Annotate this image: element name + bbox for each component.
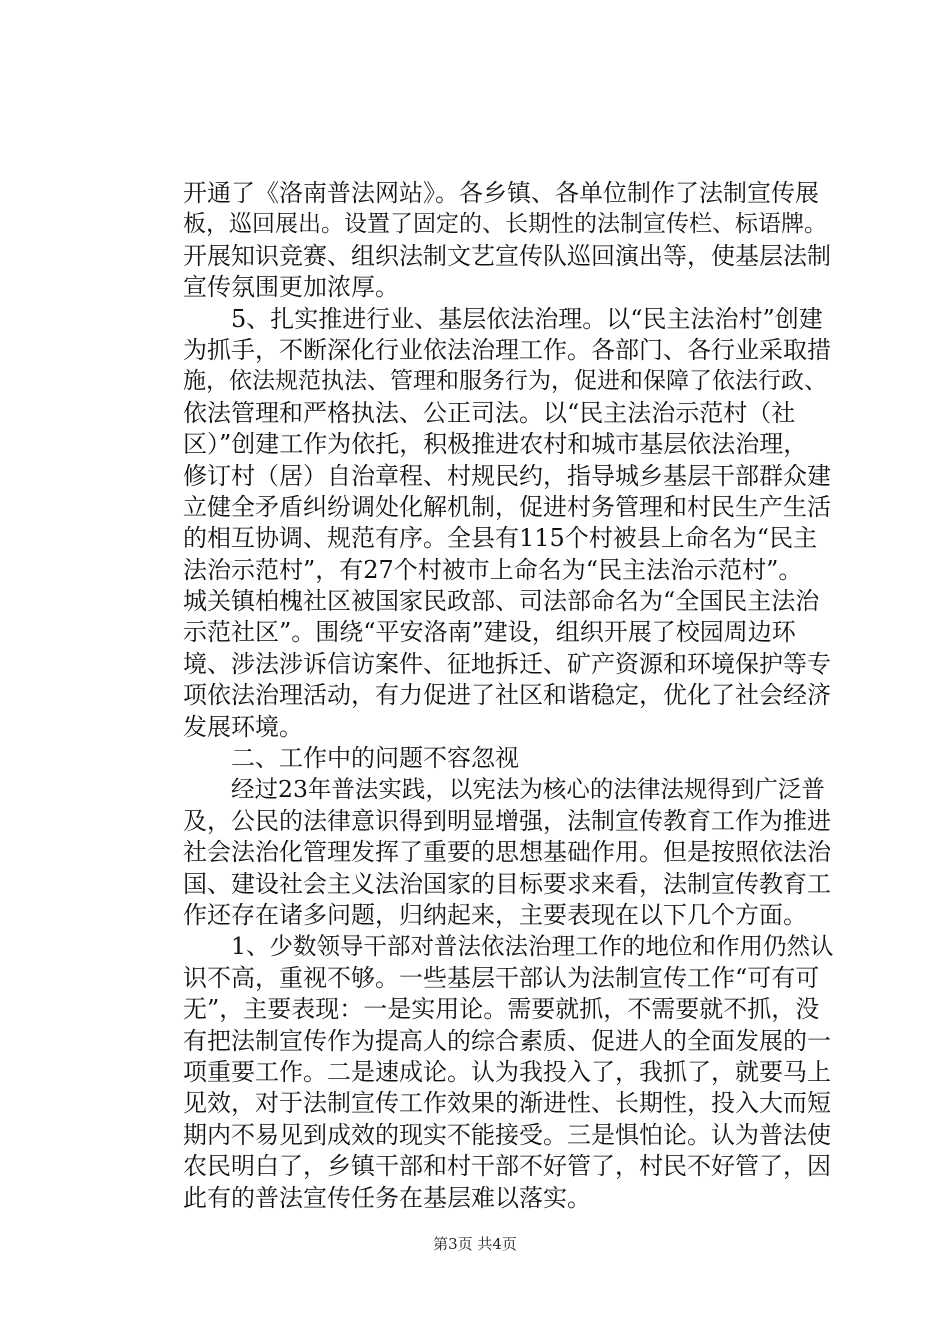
text-line: 此有的普法宣传任务在基层难以落实。 <box>183 1183 591 1212</box>
text-line: 开通了《洛南普法网站》。各乡镇、各单位制作了法制宣传展 <box>183 179 819 207</box>
text-line: 作还存在诸多问题，归纳起来，主要表现在以下几个方面。 <box>183 900 807 929</box>
text-line: 农民明白了，乡镇干部和村干部不好管了，村民不好管了，因 <box>183 1152 831 1181</box>
document-body <box>183 178 833 1214</box>
page-number: 第3页 共4页 <box>433 1235 517 1253</box>
text-line: 宣传氛围更加浓厚。 <box>183 273 399 302</box>
text-line: 国、建设社会主义法治国家的目标要求来看，法制宣传教育工 <box>183 869 831 898</box>
text-line: 有把法制宣传作为提高人的综合素质、促进人的全面发展的一 <box>183 1026 831 1055</box>
text-line: 的相互协调、规范有序。全县有115个村被县上命名为“民主 <box>183 524 818 553</box>
text-line: 境、涉法涉诉信访案件、征地拆迁、矿产资源和环境保护等专 <box>183 649 831 678</box>
text-line: 法治示范村”，有27个村被市上命名为“民主法治示范村”。 <box>183 555 803 584</box>
text-line: 示范社区”。围绕“平安洛南”建设，组织开展了校园周边环 <box>183 618 796 647</box>
text-line: 施，依法规范执法、管理和服务行为，促进和保障了依法行政、 <box>183 368 827 395</box>
text-line: 为抓手，不断深化行业依法治理工作。各部门、各行业采取措 <box>183 335 831 364</box>
text-line: 立健全矛盾纠纷调处化解机制，促进村务管理和村民生产生活 <box>183 492 831 521</box>
text-line: 依法管理和严格执法、公正司法。以“民主法治示范村（社 <box>183 398 796 427</box>
text-line: 见效，对于法制宣传工作效果的渐进性、长期性，投入大而短 <box>183 1089 831 1118</box>
text-line: 区）”创建工作为依托，积极推进农村和城市基层依法治理， <box>183 430 808 459</box>
text-line: 修订村（居）自治章程、村规民约，指导城乡基层干部群众建 <box>183 461 831 490</box>
text-line: 5、扎实推进行业、基层依法治理。以“民主法治村”创建 <box>231 304 823 333</box>
text-line: 及，公民的法律意识得到明显增强，法制宣传教育工作为推进 <box>183 806 831 835</box>
text-line: 开展知识竞赛、组织法制文艺宣传队巡回演出等，使基层法制 <box>183 241 831 270</box>
text-line: 发展环境。 <box>183 712 303 741</box>
text-line: 项依法治理活动，有力促进了社区和谐稳定，优化了社会经济 <box>183 681 831 710</box>
text-line: 无”，主要表现：一是实用论。需要就抓，不需要就不抓，没 <box>183 995 820 1024</box>
text-line: 识不高，重视不够。一些基层干部认为法制宣传工作“可有可 <box>183 963 820 992</box>
text-line: 二、工作中的问题不容忽视 <box>231 744 519 773</box>
text-line: 城关镇柏槐社区被国家民政部、司法部命名为“全国民主法治 <box>183 587 820 616</box>
text-line: 期内不易见到成效的现实不能接受。三是惧怕论。认为普法使 <box>183 1120 831 1149</box>
text-line: 经过23年普法实践，以宪法为核心的法律法规得到广泛普 <box>231 775 825 804</box>
text-line: 项重要工作。二是速成论。认为我投入了，我抓了，就要马上 <box>183 1057 831 1086</box>
text-line: 1、少数领导干部对普法依法治理工作的地位和作用仍然认 <box>231 932 834 961</box>
text-line: 板，巡回展出。设置了固定的、长期性的法制宣传栏、标语牌。 <box>183 211 827 238</box>
text-line: 社会法治化管理发挥了重要的思想基础作用。但是按照依法治 <box>183 838 831 867</box>
